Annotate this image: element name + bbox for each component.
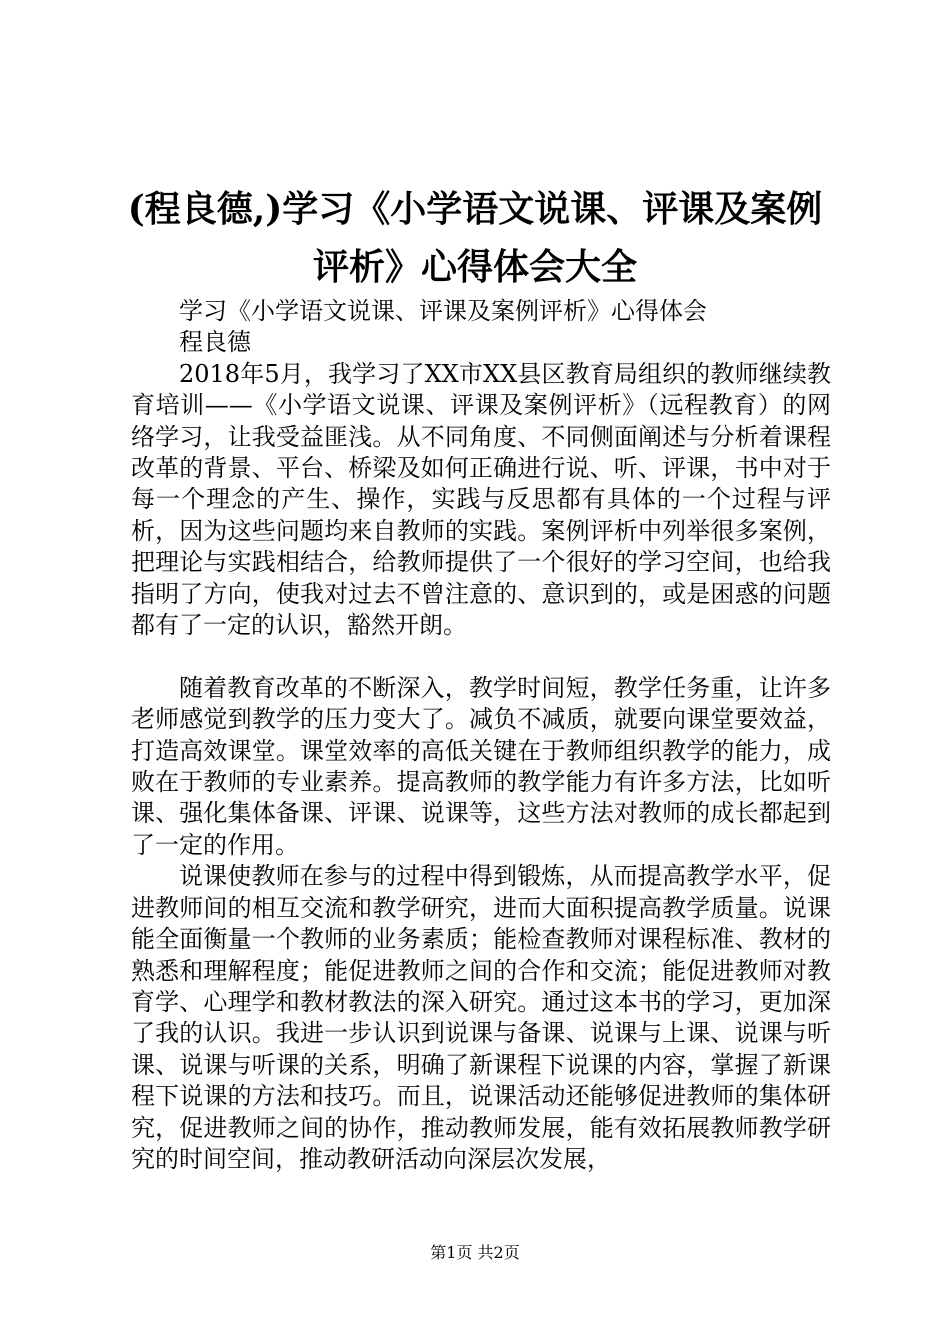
document-title-line-2: 评析》心得体会大全 [312,246,637,288]
document-author: 程良德 [179,328,251,357]
body-paragraph-2: 随着教育改革的不断深入，教学时间短，教学任务重，让许多老师感觉到教学的压力变大了。减负不减质，就要向课堂要效益，打造高效课堂。课堂效率的高低关键在于教师组织教学的能力，成败在于教师的专业素养。提高教师的教学能力有许多方法，比如听课、强化集体备课、评课、说课等，这些方法对教师的成长都起到了一定的作用。 [131,673,831,859]
document-body [131,296,831,1175]
body-paragraph-1: 2018年5月，我学习了XX市XX县区教育局组织的教师继续教育培训——《小学语文说课、评课及案例评析》（远程教育）的网络学习，让我受益匪浅。从不同角度、不同侧面阐述与分析着课程改革的背景、平台、桥梁及如何正确进行说、听、评课，书中对于每一个理念的产生、操作，实践与反思都有具体的一个过程与评析，因为这些问题均来自教师的实践。案例评析中列举很多案例，把理论与实践相结合，给教师提供了一个很好的学习空间，也给我指明了方向，使我对过去不曾注意的、意识到的，或是困惑的问题都有了一定的认识，豁然开朗。 [131,359,831,640]
page-footer: 第1页 共2页 [430,1243,520,1262]
body-paragraph-3: 说课使教师在参与的过程中得到锻炼，从而提高教学水平，促进教师间的相互交流和教学研究，进而大面积提高教学质量。说课能全面衡量一个教师的业务素质；能检查教师对课程标准、教材的熟悉和理解程度；能促进教师之间的合作和交流；能促进教师对教育学、心理学和教材教法的深入研究。通过这本书的学习，更加深了我的认识。我进一步认识到说课与备课、说课与上课、说课与听课、说课与听课的关系，明确了新课程下说课的内容，掌握了新课程下说课的方法和技巧。而且，说课活动还能够促进教师的集体研究，促进教师之间的协作，推动教师发展，能有效拓展教师教学研究的时间空间，推动教研活动向深层次发展， [131,862,831,1173]
document-subtitle: 学习《小学语文说课、评课及案例评析》心得体会 [179,297,707,325]
document-title-line-1: (程良德,)学习《小学语文说课、评课及案例 [127,188,823,230]
